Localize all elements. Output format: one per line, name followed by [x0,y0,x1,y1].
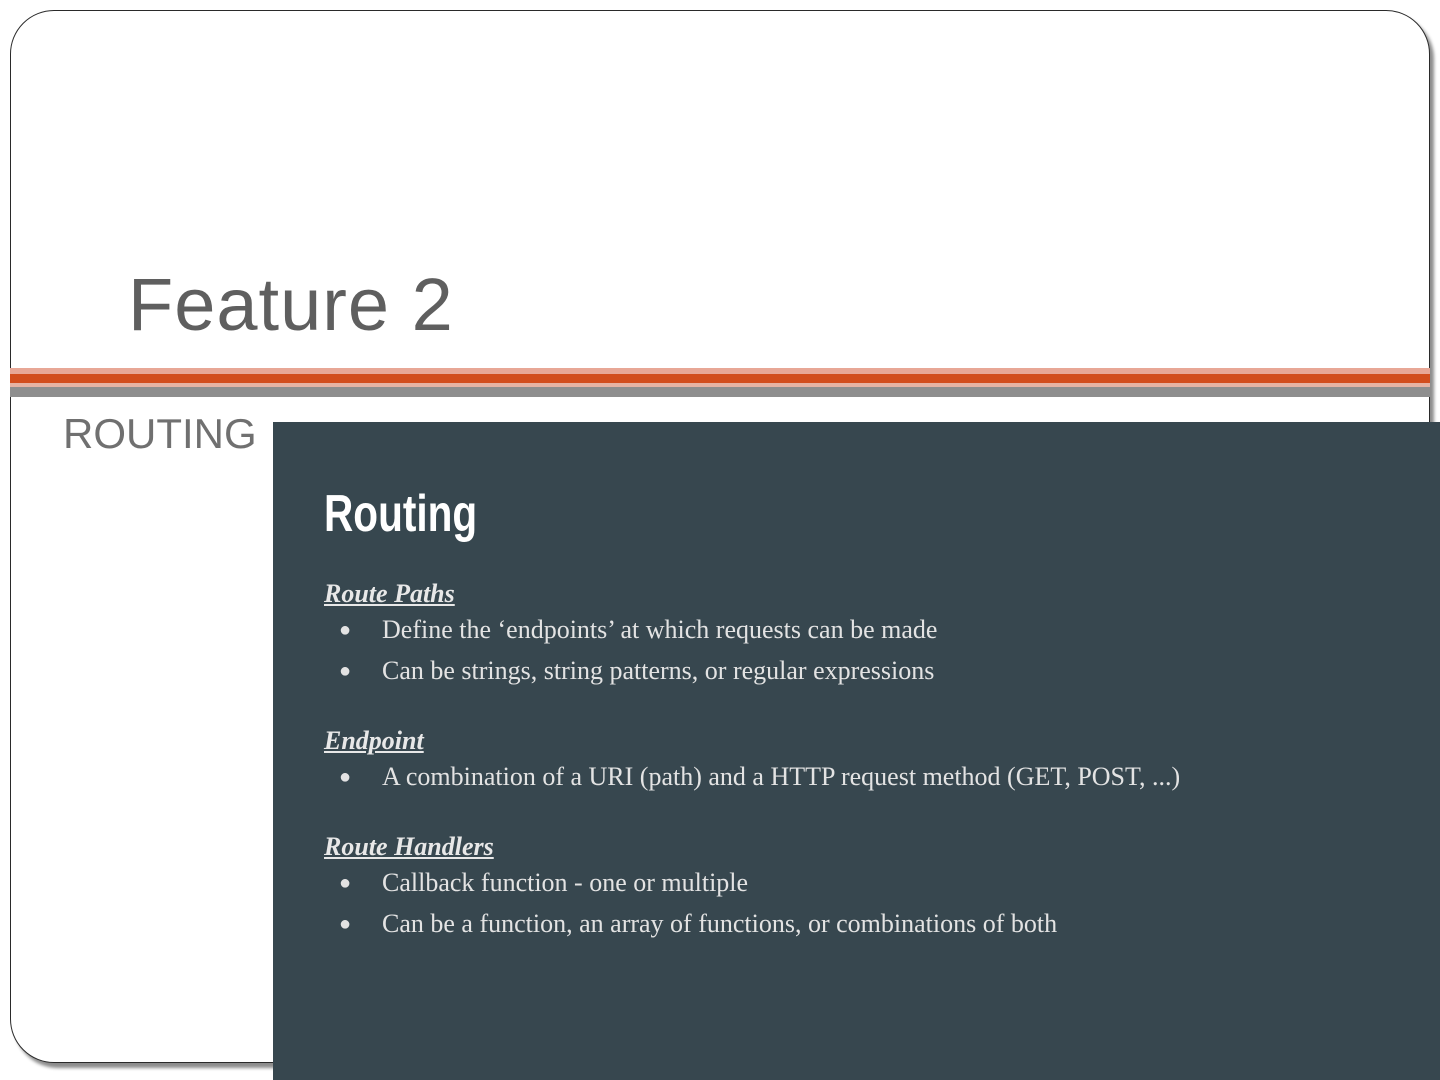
list-item-text: Define the ‘endpoints’ at which requests can be made [382,615,938,644]
section-route-handlers [324,832,1057,950]
section-heading: Endpoint [324,726,424,755]
list-item-text: Can be strings, string patterns, or regular expressions [382,656,935,685]
stripe-accent [10,374,1430,383]
section-heading: Route Paths [324,579,455,608]
bullet-icon: ● [339,660,352,682]
divider-stripes [10,368,1430,397]
embed-title: Routing [324,485,478,543]
section-route-paths [324,579,937,697]
list-item [324,615,937,656]
list-item [324,909,1057,950]
slide-title: Feature 2 [128,263,454,346]
list-item-text: A combination of a URI (path) and a HTTP request method (GET, POST, ...) [382,762,1181,791]
bullet-icon: ● [339,619,352,641]
list-item [324,868,1057,909]
section-endpoint [324,726,1180,803]
slide-subtitle: ROUTING [63,410,257,457]
list-item-text: Can be a function, an array of functions, or combinations of both [382,909,1058,938]
list-item-text: Callback function - one or multiple [382,868,749,897]
bullet-icon: ● [339,766,352,788]
stripe-gray [10,387,1430,397]
section-heading: Route Handlers [324,832,494,861]
list-item [324,656,937,697]
bullet-icon: ● [339,913,352,935]
bullet-icon: ● [339,872,352,894]
list-item [324,762,1180,803]
embedded-slide-image [273,422,1440,1080]
